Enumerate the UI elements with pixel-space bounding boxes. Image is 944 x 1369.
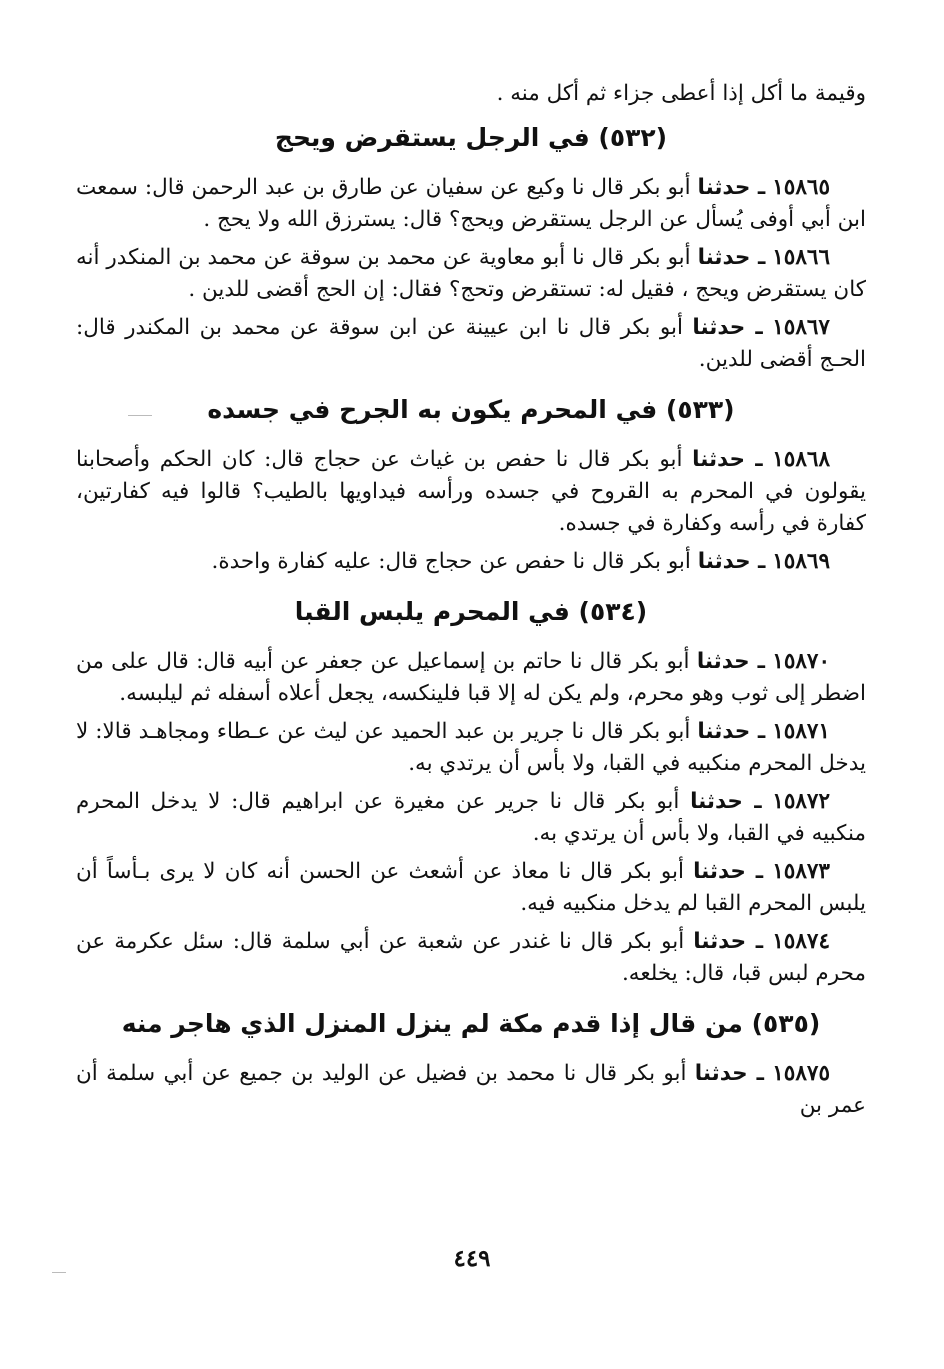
section-532 (76, 110, 866, 376)
hadith-body: أبو بكر قال نا جرير عن مغيرة عن ابراهيم قال: لا يدخل المحرم منكبيه في القبا، ولا بأس أن يرتدي به. (76, 789, 866, 846)
section-535 (76, 996, 866, 1122)
hadith-text (76, 1058, 866, 1122)
hadith-lead: ـ حدثنا (690, 789, 762, 814)
intro-line: وقيمة ما أكل إذا أعطى جزاء ثم أكل منه . (496, 81, 866, 106)
hadith-15873 (76, 856, 866, 920)
hadith-body: أبو بكر قال نا معاذ عن أشعث عن الحسن أنه كان لا يرى بـأساً أن يلبس المحرم القبا لم يدخل منكبيه فيه. (76, 859, 866, 916)
hadith-body: أبو بكر قال نا جرير بن عبد الحميد عن ليث عن عـطاء ومجاهـد قالا: لا يدخل المحرم منكبيه في القبا، ولا بأس أن يرتدي به. (76, 719, 866, 776)
hadith-15866 (76, 242, 866, 306)
hadith-15868 (76, 444, 866, 540)
hadith-body: أبو بكر قال نا محمد بن فضيل عن الوليد بن جميع عن أبي سلمة أن عمر بن (76, 1061, 866, 1118)
hadith-number: ١٥٨٧١ (772, 719, 830, 744)
hadith-15874 (76, 926, 866, 990)
hadith-text (76, 546, 866, 578)
hadith-number: ١٥٨٦٧ (772, 315, 830, 340)
scan-mark (52, 1272, 66, 1273)
hadith-15871 (76, 716, 866, 780)
hadith-body: أبو بكر قال نا ابن عيينة عن ابن سوقة عن محمد بن المكندر قال: الحـج أقضى للدين. (76, 315, 866, 372)
section-heading: (٥٣٣) في المحرم يكون به الجرح في جسده (207, 395, 735, 424)
hadith-body: أبو بكر قال نا غندر عن شعبة عن أبي سلمة قال: سئل عكرمة عن محرم لبس قبا، قال: يخلعه. (76, 929, 866, 986)
hadith-lead: ـ حدثنا (697, 719, 766, 744)
hadith-body: أبو بكر قال نا أبو معاوية عن محمد بن سوقة عن محمد بن المنكدر أنه كان يستقرض ويحج ، فقيل له: تستقرض وتحج؟ فقال: إن الحج أقضى للدين . (76, 245, 866, 302)
hadith-lead: ـ حدثنا (693, 859, 764, 884)
hadith-number: ١٥٨٧٣ (772, 859, 830, 884)
hadith-body: أبو بكر قال نا وكيع عن سفيان عن طارق بن عبد الرحمن قال: سمعت ابن أبي أوفى يُسأل عن الرجل يستقرض ويحج؟ قال: يسترزق الله ولا يحج . (76, 175, 866, 232)
hadith-15875 (76, 1058, 866, 1122)
scan-mark (128, 415, 152, 416)
section-heading: (٥٣٢) في الرجل يستقرض ويحج (274, 123, 668, 152)
hadith-lead: ـ حدثنا (697, 175, 766, 200)
hadith-number: ١٥٨٦٨ (772, 447, 830, 472)
hadith-text (76, 312, 866, 376)
hadith-15870 (76, 646, 866, 710)
hadith-lead: ـ حدثنا (692, 447, 763, 472)
hadith-number: ١٥٨٧٠ (772, 649, 831, 674)
hadith-lead: ـ حدثنا (693, 929, 764, 954)
hadith-number: ١٥٨٦٦ (772, 245, 830, 270)
hadith-number: ١٥٨٧٢ (772, 789, 831, 814)
hadith-lead: ـ حدثنا (694, 1061, 764, 1086)
hadith-body: أبو بكر قال نا حفص عن حجاج قال: عليه كفارة واحدة. (211, 549, 691, 574)
hadith-body: أبو بكر قال نا حفص بن غياث عن حجاج قال: كان الحكم وأصحابنا يقولون في المحرم به القروح في جسده ورأسه فيداويها بالطيب؟ قالوا فيه كفارتين، كفارة في رأسه وكفارة في جسده. (76, 447, 866, 536)
hadith-number: ١٥٨٧٤ (772, 929, 830, 954)
section-heading: (٥٣٤) في المحرم يلبس القبا (294, 597, 648, 626)
hadith-15865 (76, 172, 866, 236)
hadith-number: ١٥٨٦٥ (772, 175, 830, 200)
hadith-number: ١٥٨٦٩ (772, 549, 830, 574)
page-number: ٤٤٩ (453, 1245, 491, 1272)
hadith-lead: ـ حدثنا (697, 549, 766, 574)
page-body (76, 78, 866, 1128)
hadith-text (76, 856, 866, 920)
hadith-text (76, 716, 866, 780)
hadith-text (76, 786, 866, 850)
hadith-text (76, 444, 866, 540)
hadith-15867 (76, 312, 866, 376)
section-heading: (٥٣٥) من قال إذا قدم مكة لم ينزل المنزل الذي هاجر منه (121, 1009, 821, 1038)
hadith-text (76, 926, 866, 990)
section-533 (76, 382, 866, 578)
hadith-text (76, 172, 866, 236)
section-534 (76, 584, 866, 990)
hadith-body: أبو بكر قال نا حاتم بن إسماعيل عن جعفر عن أبيه قال: قال على من اضطر إلى ثوب وهو محرم، ولم يكن له إلا قبا فلينكسه، يجعل أعلاه أسفله ثم ليلبسه. (76, 649, 866, 706)
hadith-text (76, 646, 866, 710)
hadith-15869 (76, 546, 866, 578)
hadith-lead: ـ حدثنا (692, 315, 763, 340)
hadith-text (76, 242, 866, 306)
hadith-lead: ـ حدثنا (696, 649, 765, 674)
hadith-number: ١٥٨٧٥ (772, 1061, 830, 1086)
hadith-lead: ـ حدثنا (697, 245, 766, 270)
hadith-15872 (76, 786, 866, 850)
